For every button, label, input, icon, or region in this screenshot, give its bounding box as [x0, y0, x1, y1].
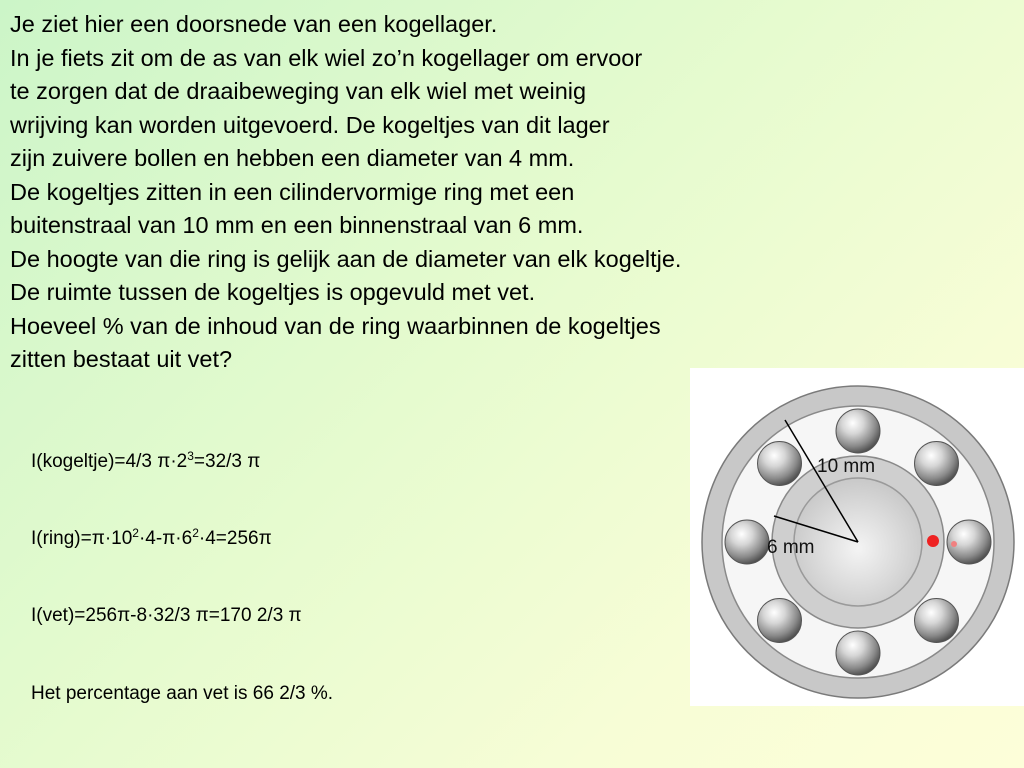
- ball-5: [836, 631, 880, 675]
- calc-ring-part1: I(ring)=π·10: [31, 528, 133, 549]
- outer-radius-label: 10 mm: [817, 456, 876, 477]
- ball-2: [915, 442, 959, 486]
- calc-ring-volume: [31, 528, 272, 550]
- ball-bearing-diagram: [690, 368, 1024, 706]
- calc-ring-part2: ·4-π·6: [138, 528, 193, 549]
- calc-ring-exp1: 2: [132, 526, 139, 540]
- text-line-7: buitenstraal van 10 mm en een binnenstraal van 6 mm.: [10, 212, 584, 238]
- text-line-8: De hoogte van die ring is gelijk aan de diameter van elk kogeltje.: [10, 245, 682, 272]
- calc-ring-part3: ·4=256π: [198, 528, 272, 549]
- ball-6: [758, 599, 802, 643]
- text-line-11: zitten bestaat uit vet?: [10, 346, 233, 372]
- ball-1: [836, 409, 880, 453]
- ball-7: [725, 520, 769, 564]
- text-line-9: De ruimte tussen de kogeltjes is opgevuld met vet.: [10, 279, 536, 305]
- calc-ball-result: =32/3 π: [193, 451, 261, 472]
- ball-8: [758, 442, 802, 486]
- text-line-3: te zorgen dat de draaibeweging van elk wiel met weinig: [10, 78, 587, 104]
- calc-ball-volume: [31, 451, 260, 473]
- text-line-6: De kogeltjes zitten in een cilindervormige ring met een: [10, 178, 575, 205]
- ball-4: [915, 599, 959, 643]
- text-line-4: wrijving kan worden uitgevoerd. De kogeltjes van dit lager: [10, 111, 610, 138]
- ball-bearing-figure: [690, 368, 1024, 706]
- marker-dot-faint: [951, 541, 957, 547]
- text-line-2: In je fiets zit om de as van elk wiel zo’n kogellager om ervoor: [10, 44, 643, 71]
- calc-ring-exp2: 2: [192, 526, 199, 540]
- text-line-10: Hoeveel % van de inhoud van de ring waarbinnen de kogeltjes: [10, 312, 661, 339]
- calc-grease-percentage: Het percentage aan vet is 66 2/3 %.: [31, 683, 334, 704]
- text-line-5: zijn zuivere bollen en hebben een diameter van 4 mm.: [10, 145, 575, 171]
- calc-ball-exponent: 3: [187, 449, 194, 463]
- marker-dot: [927, 535, 939, 547]
- calc-grease-volume: I(vet)=256π-8·32/3 π=170 2/3 π: [31, 605, 302, 626]
- calc-ball-text: I(kogeltje)=4/3 π·2: [31, 451, 188, 472]
- inner-radius-label: 6 mm: [767, 537, 815, 558]
- text-line-1: Je ziet hier een doorsnede van een kogellager.: [10, 11, 498, 37]
- problem-text: [10, 8, 910, 377]
